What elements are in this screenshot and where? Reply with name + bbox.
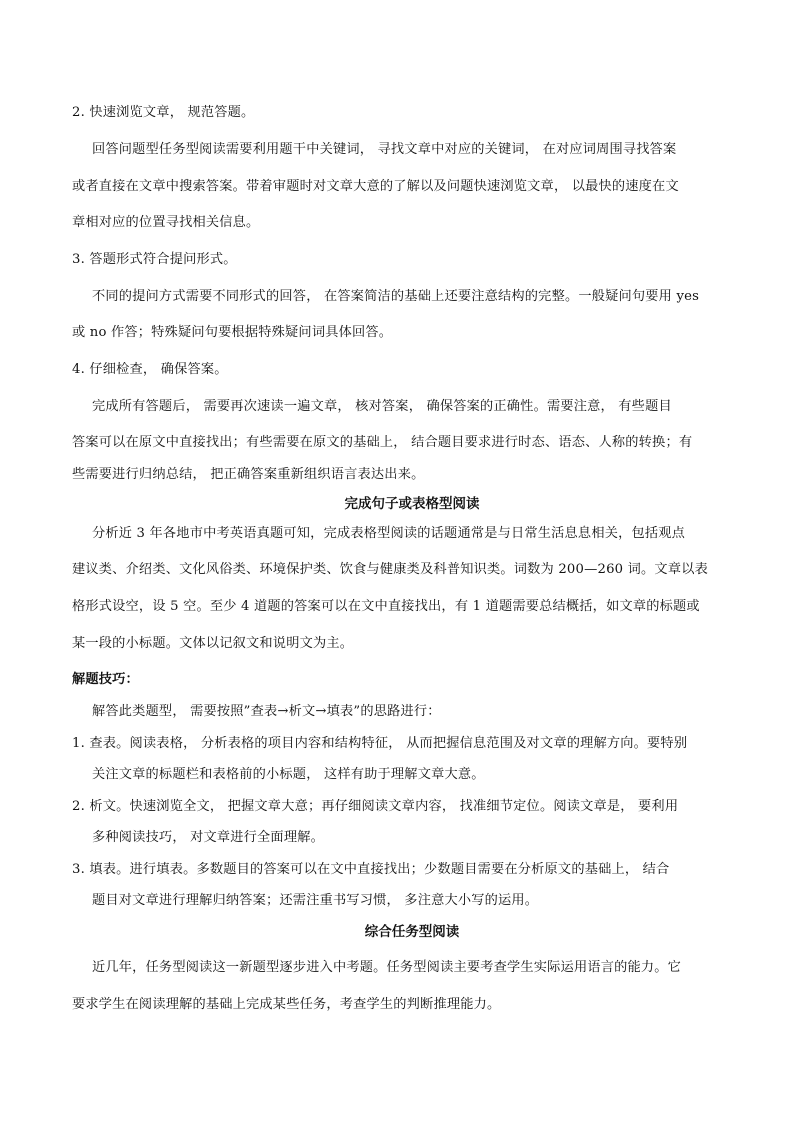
paragraph: 建议类、介绍类、文化风俗类、环境保护类、饮食与健康类及科普知识类。词数为 200—260 词。文章以表 [72,562,708,577]
section-2-title: 2. 快速浏览文章， 规范答题。 [72,105,255,120]
paragraph: 要求学生在阅读理解的基础上完成某些任务，考查学生的判断推理能力。 [72,997,501,1012]
paragraph: 解答此类题型， 需要按照”查表→析文→填表”的思路进行： [92,704,441,719]
paragraph: 些需要进行归纳总结， 把正确答案重新组织语言表达出来。 [72,467,425,482]
heading-table-reading: 完成句子或表格型阅读 [344,496,480,512]
paragraph: 不同的提问方式需要不同形式的回答， 在答案简洁的基础上还要注意结构的完整。一般疑问句要用 yes [92,289,700,304]
tip-item-2-continued: 多种阅读技巧， 对文章进行全面理解。 [92,830,324,845]
tip-item-1-continued: 关注文章的标题栏和表格前的小标题， 这样有助于理解文章大意。 [92,767,485,782]
paragraph: 或 no 作答；特殊疑问句要根据特殊疑问词具体回答。 [72,325,393,340]
tip-item-3: 3. 填表。进行填表。多数题目的答案可以在文中直接找出；少数题目需要在分析原文的基础上， 结合 [72,862,670,877]
paragraph: 格形式设空，设 5 空。至少 4 道题的答案可以在文中直接找出，有 1 道题需要总结概括，如文章的标题或 [72,599,700,614]
paragraph: 完成所有答题后， 需要再次速读一遍文章， 核对答案， 确保答案的正确性。需要注意， 有些题目 [92,399,672,414]
heading-comprehensive: 综合任务型阅读 [364,924,460,940]
paragraph: 或者直接在文章中搜索答案。带着审题时对文章大意的了解以及问题快速浏览文章， 以最快的速度在文 [72,179,679,194]
tips-title: 解题技巧： [72,672,139,687]
section-3-title: 3. 答题形式符合提问形式。 [72,252,237,267]
paragraph: 章相对应的位置寻找相关信息。 [72,215,260,230]
paragraph: 近几年，任务型阅读这一新题型逐步进入中考题。任务型阅读主要考查学生实际运用语言的能力。它 [92,960,682,975]
tip-item-3-continued: 题目对文章进行理解归纳答案；还需注重书写习惯， 多注意大小写的运用。 [92,893,539,908]
paragraph: 答案可以在原文中直接找出；有些需要在原文的基础上， 结合题目要求进行时态、语态、人称的转换；有 [72,435,693,450]
paragraph: 分析近 3 年各地市中考英语真题可知，完成表格型阅读的话题通常是与日常生活息息相关，包括观点 [92,526,686,541]
tip-item-1: 1. 查表。阅读表格， 分析表格的项目内容和结构特征， 从而把握信息范围及对文章的理解方向。要特别 [72,736,688,751]
section-4-title: 4. 仔细检查， 确保答案。 [72,362,228,377]
paragraph: 回答问题型任务型阅读需要利用题干中关键词， 寻找文章中对应的关键词， 在对应词周围寻找答案 [92,142,677,157]
paragraph: 某一段的小标题。文体以记叙文和说明文为主。 [72,636,354,651]
tip-item-2: 2. 析文。快速浏览全文， 把握文章大意；再仔细阅读文章内容， 找准细节定位。阅读文章是， 要利用 [72,799,679,814]
